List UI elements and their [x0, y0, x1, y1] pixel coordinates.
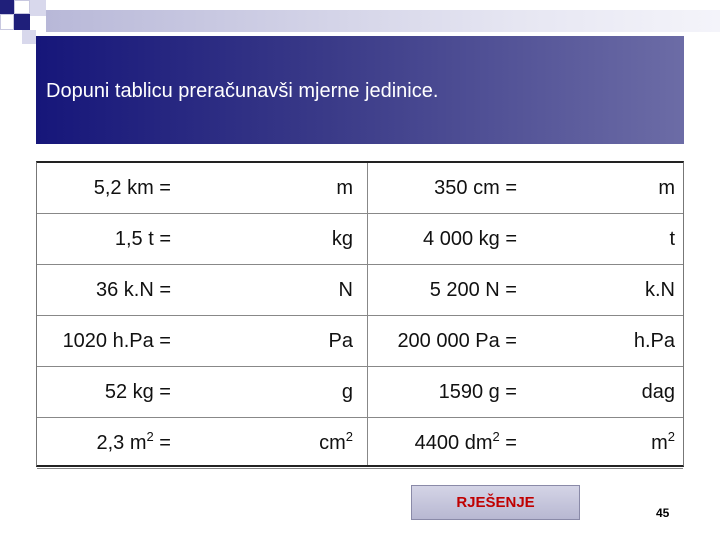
- right-expression-text: 4400 dm: [414, 432, 493, 454]
- decor-square: [30, 0, 46, 16]
- right-expression: 200 000 Pa =: [397, 330, 517, 352]
- unit-text: cm: [319, 432, 346, 454]
- left-expression: 52 kg =: [104, 381, 171, 403]
- left-answer-unit: Pa: [328, 330, 353, 352]
- left-answer-unit: m: [336, 177, 353, 199]
- unit-text: m: [651, 432, 668, 454]
- left-expression-text: 2,3 m: [96, 432, 147, 454]
- solution-button[interactable]: RJEŠENJE: [411, 485, 580, 520]
- right-expression: 5 200 N =: [429, 279, 517, 301]
- left-answer-unit: N: [338, 279, 353, 301]
- right-expression: [415, 418, 517, 469]
- decor-square: [0, 0, 14, 14]
- exponent: 2: [492, 429, 500, 444]
- left-answer-unit: kg: [331, 228, 353, 250]
- right-answer-unit: h.Pa: [633, 330, 675, 352]
- page-number: 45: [656, 506, 670, 520]
- table-row: [37, 214, 683, 265]
- left-answer-unit: [319, 418, 353, 469]
- table-row: [37, 367, 683, 418]
- equals-sign: =: [499, 432, 517, 454]
- table-row: [37, 418, 683, 469]
- decor-square: [0, 14, 14, 30]
- equals-sign: =: [153, 432, 171, 454]
- right-answer-unit: k.N: [645, 279, 675, 301]
- decor-square: [14, 0, 30, 14]
- right-expression: 4 000 kg =: [423, 228, 517, 250]
- slide-title: Dopuni tablicu preračunavši mjerne jedinice.: [46, 80, 439, 102]
- table-row: [37, 316, 683, 367]
- conversion-table: [36, 161, 684, 467]
- left-expression: 1,5 t =: [114, 228, 171, 250]
- slide-header: [36, 36, 684, 144]
- decor-square: [14, 14, 30, 30]
- left-expression: 36 k.N =: [95, 279, 171, 301]
- left-expression: [96, 418, 171, 469]
- left-expression: 1020 h.Pa =: [62, 330, 171, 352]
- top-decor-strip: [46, 10, 720, 32]
- right-expression: 1590 g =: [438, 381, 517, 403]
- exponent: 2: [667, 429, 675, 444]
- table-row: [37, 265, 683, 316]
- column-divider: [367, 163, 368, 465]
- right-answer-unit: dag: [641, 381, 675, 403]
- table-row: [37, 163, 683, 214]
- exponent: 2: [146, 429, 154, 444]
- right-expression: 350 cm =: [434, 177, 517, 199]
- decor-square: [22, 30, 36, 44]
- right-answer-unit: t: [669, 228, 675, 250]
- exponent: 2: [345, 429, 353, 444]
- right-answer-unit: m: [658, 177, 675, 199]
- left-answer-unit: g: [341, 381, 353, 403]
- left-expression: 5,2 km =: [93, 177, 171, 199]
- right-answer-unit: [651, 418, 675, 469]
